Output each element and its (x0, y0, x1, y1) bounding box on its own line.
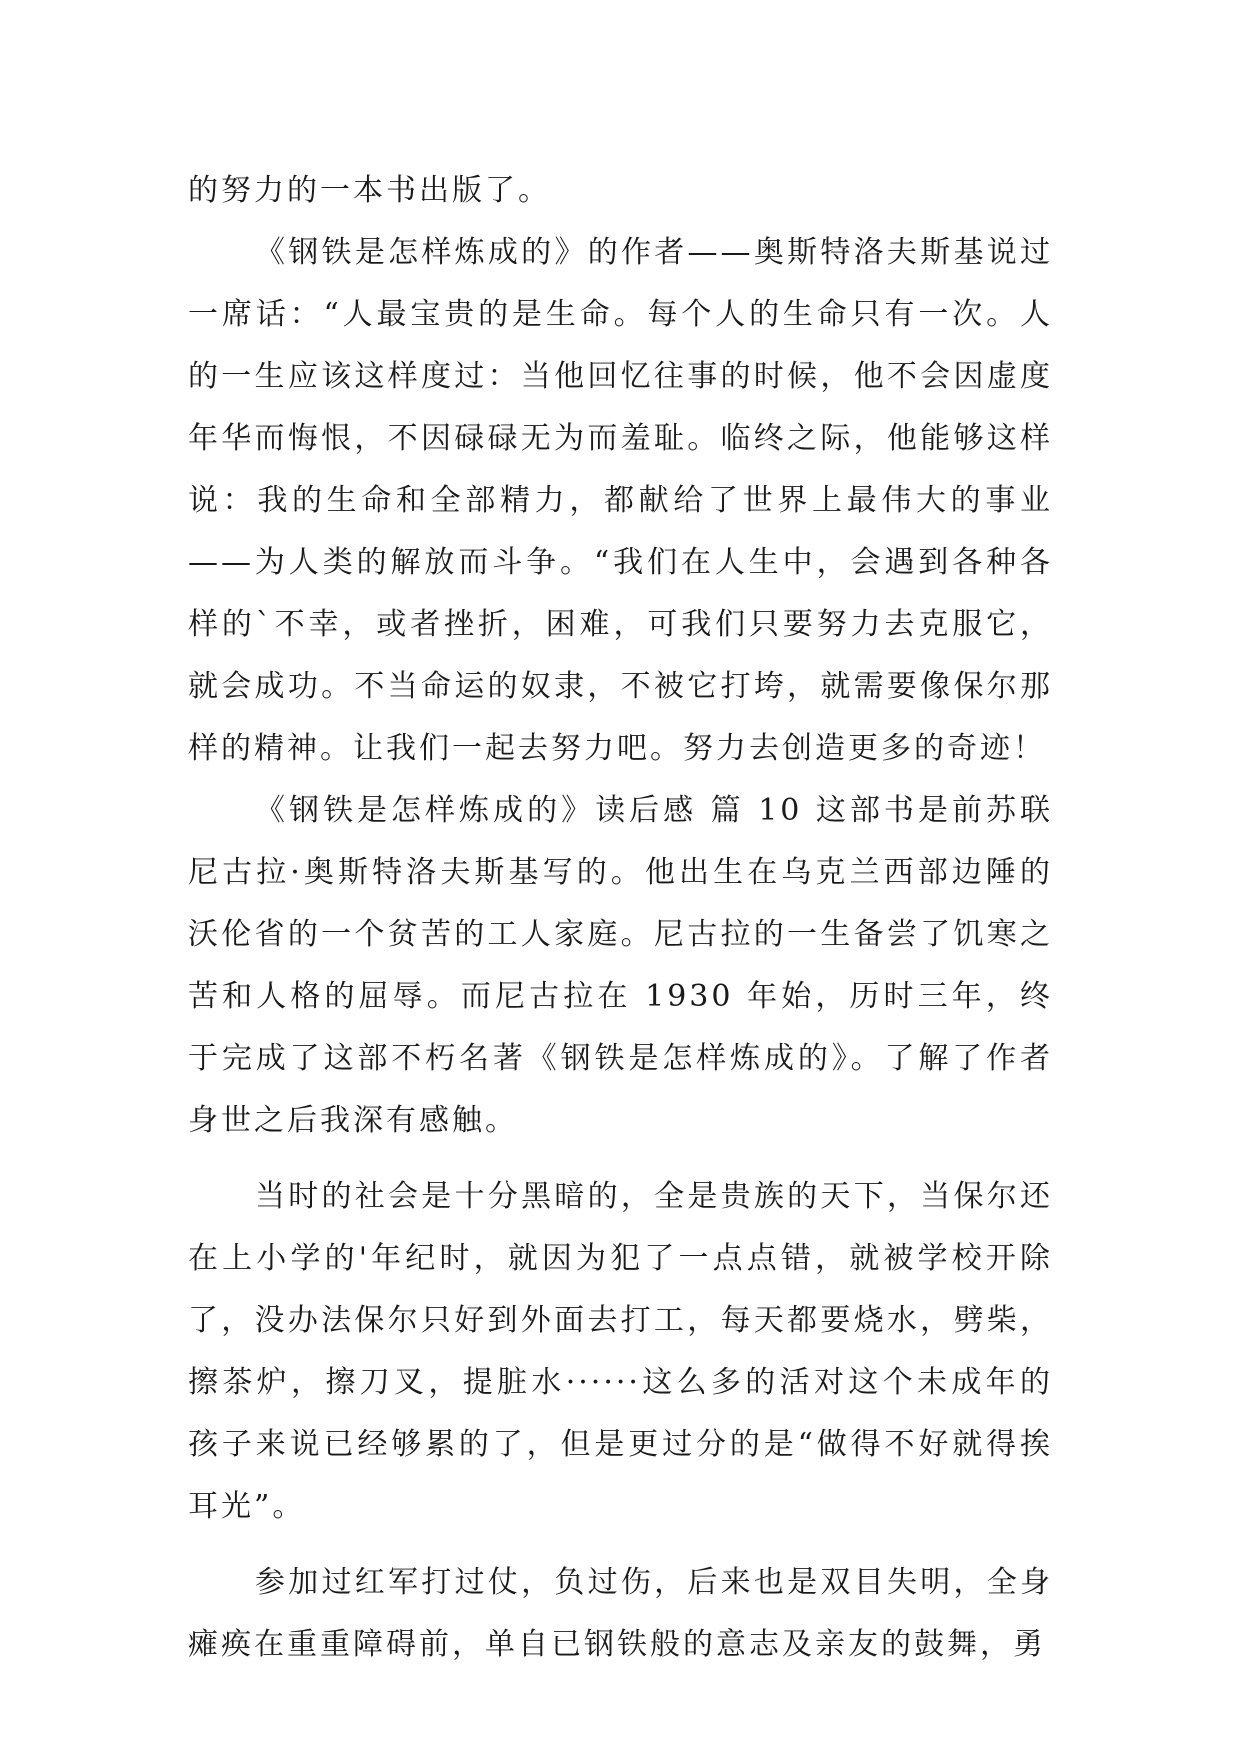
paragraph-continuation: 的努力的一本书出版了。 (188, 173, 551, 208)
paragraph-society: 当时的社会是十分黑暗的，全是贵族的天下，当保尔还在上小学的'年纪时，就因为犯了一点点错，就被学校开除了，没办法保尔只好到外面去打工，每天都要烧水，劈柴，擦茶炉，擦刀叉，提脏水······这么多的活对这个未成年的孩子来说已经够累的了，但是更过分的是“做得不好就得挨耳光”。 (188, 1179, 1053, 1524)
document-body (188, 160, 1053, 1676)
paragraph-quote: 《钢铁是怎样炼成的》的作者——奥斯特洛夫斯基说过一席话：“人最宝贵的是生命。每个人的生命只有一次。人的一生应该这样度过：当他回忆往事的时候，他不会因虚度年华而悔恨，不因碌碌无为而羞耻。临终之际，他能够这样说：我的生命和全部精力，都献给了世界上最伟大的事业——为人类的解放而斗争。“我们在人生中，会遇到各种各样的`不幸，或者挫折，困难，可我们只要努力去克服它，就会成功。不当命运的奴隶，不被它打垮，就需要像保尔那样的精神。让我们一起去努力吧。努力去创造更多的奇迹！ (188, 235, 1053, 766)
paragraph-section-10-intro: 《钢铁是怎样炼成的》读后感 篇 10 这部书是前苏联尼古拉·奥斯特洛夫斯基写的。他出生在乌克兰西部边陲的沃伦省的一个贫苦的工人家庭。尼古拉的一生备尝了饥寒之苦和人格的屈辱。而尼古拉在 1930 年始，历时三年，终于完成了这部不朽名著《钢铁是怎样炼成的》。了解了作者身世之后我深有感触。 (188, 793, 1053, 1138)
paragraph-red-army: 参加过红军打过仗，负过伤，后来也是双目失明，全身瘫痪在重重障碍前，单自已钢铁般的意志及亲友的鼓舞，勇 (188, 1565, 1053, 1662)
